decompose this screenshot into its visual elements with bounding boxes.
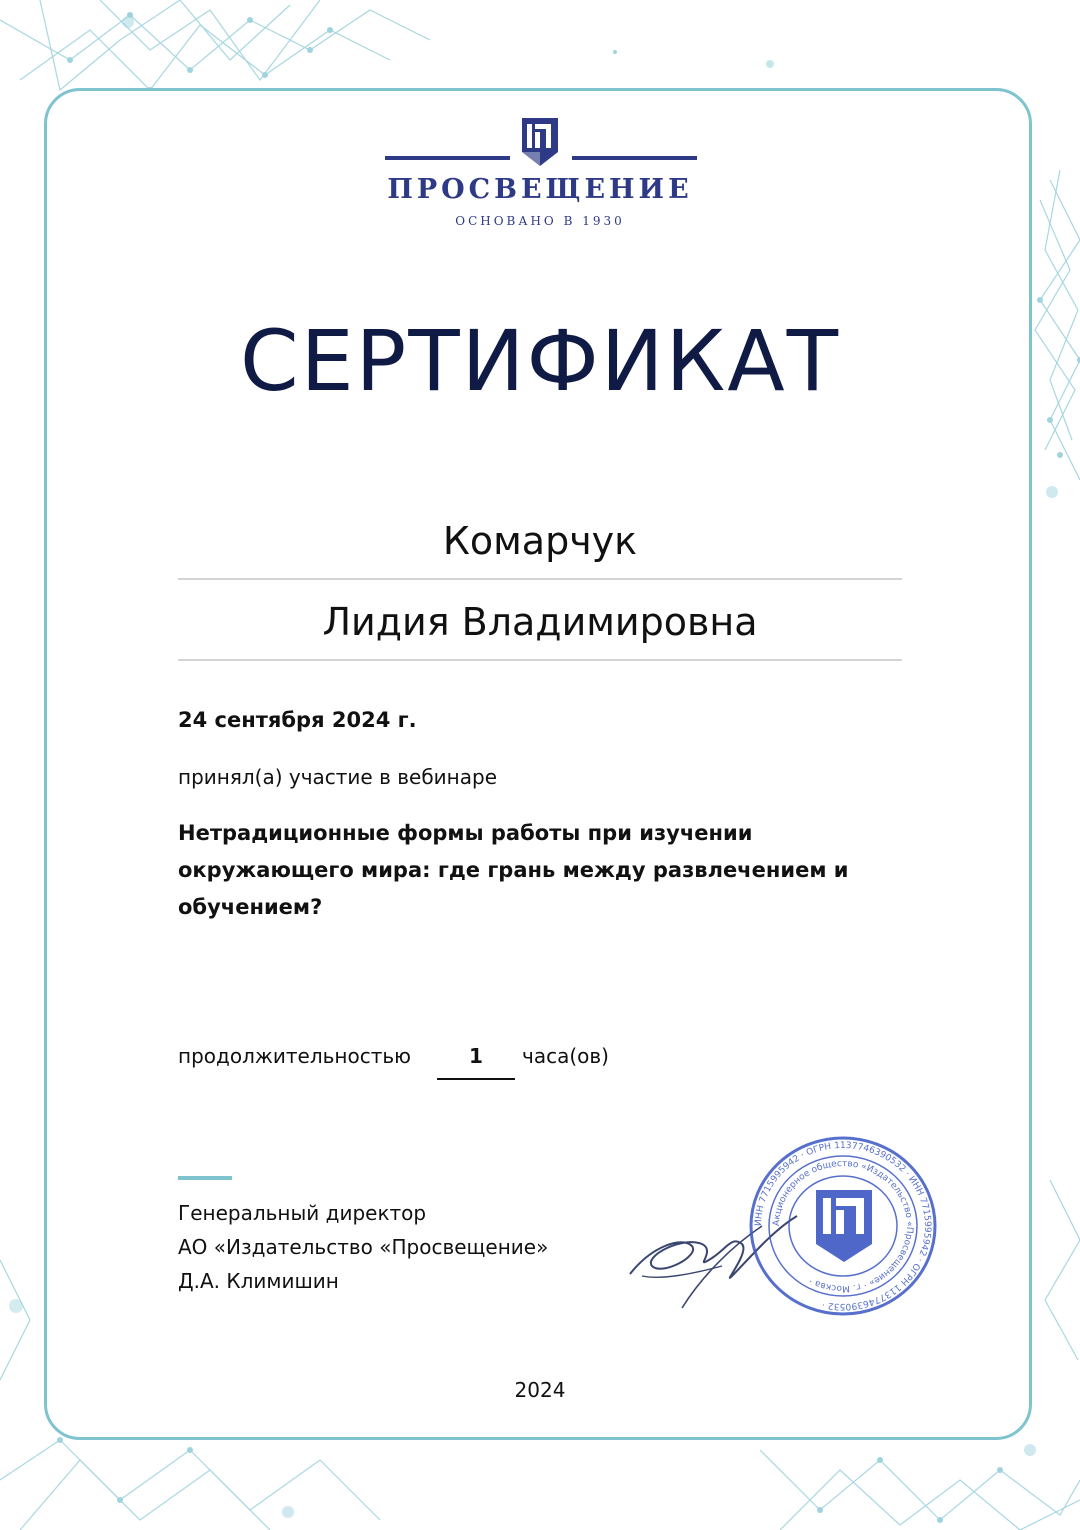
signatory-organization: АО «Издательство «Просвещение» [178, 1235, 549, 1259]
webinar-title: Нетрадиционные формы работы при изучении окружающего мира: где грань между развлечением и обучением? [178, 821, 849, 919]
signature-accent-bar [178, 1176, 232, 1180]
certificate-title: СЕРТИФИКАТ [239, 312, 841, 410]
signatory-block [178, 1196, 548, 1298]
duration-value: 1 [437, 1044, 515, 1080]
publisher-name: ПРОСВЕЩЕНИЕ [387, 174, 693, 205]
certificate-year: 2024 [514, 1378, 566, 1402]
svg-text:ИНН 7715995942 · ОГРН 11377463: ИНН 7715995942 · ОГРН 1137746390532 · ИНН 7715995942 · ОГРН 1137746390532 · [753, 1140, 933, 1312]
participation-text: принял(а) участие в вебинаре [178, 765, 497, 789]
signatory-name: Д.А. Климишин [178, 1269, 339, 1293]
signatory-position: Генеральный директор [178, 1201, 427, 1225]
recipient-surname: Комарчук [178, 516, 902, 580]
publisher-logo [380, 112, 700, 242]
official-stamp [748, 1136, 938, 1316]
duration-unit: часа(ов) [522, 1044, 609, 1068]
svg-text:Акционерное общество «Издатель: Акционерное общество «Издательство «Просвещение» · г. Москва · [771, 1158, 915, 1294]
recipient-given-names: Лидия Владимировна [178, 597, 902, 661]
ip-shield-icon [380, 112, 700, 172]
event-date: 24 сентября 2024 г. [178, 708, 417, 732]
publisher-founded: ОСНОВАНО В 1930 [455, 214, 625, 228]
duration-label: продолжительностью [178, 1044, 411, 1068]
